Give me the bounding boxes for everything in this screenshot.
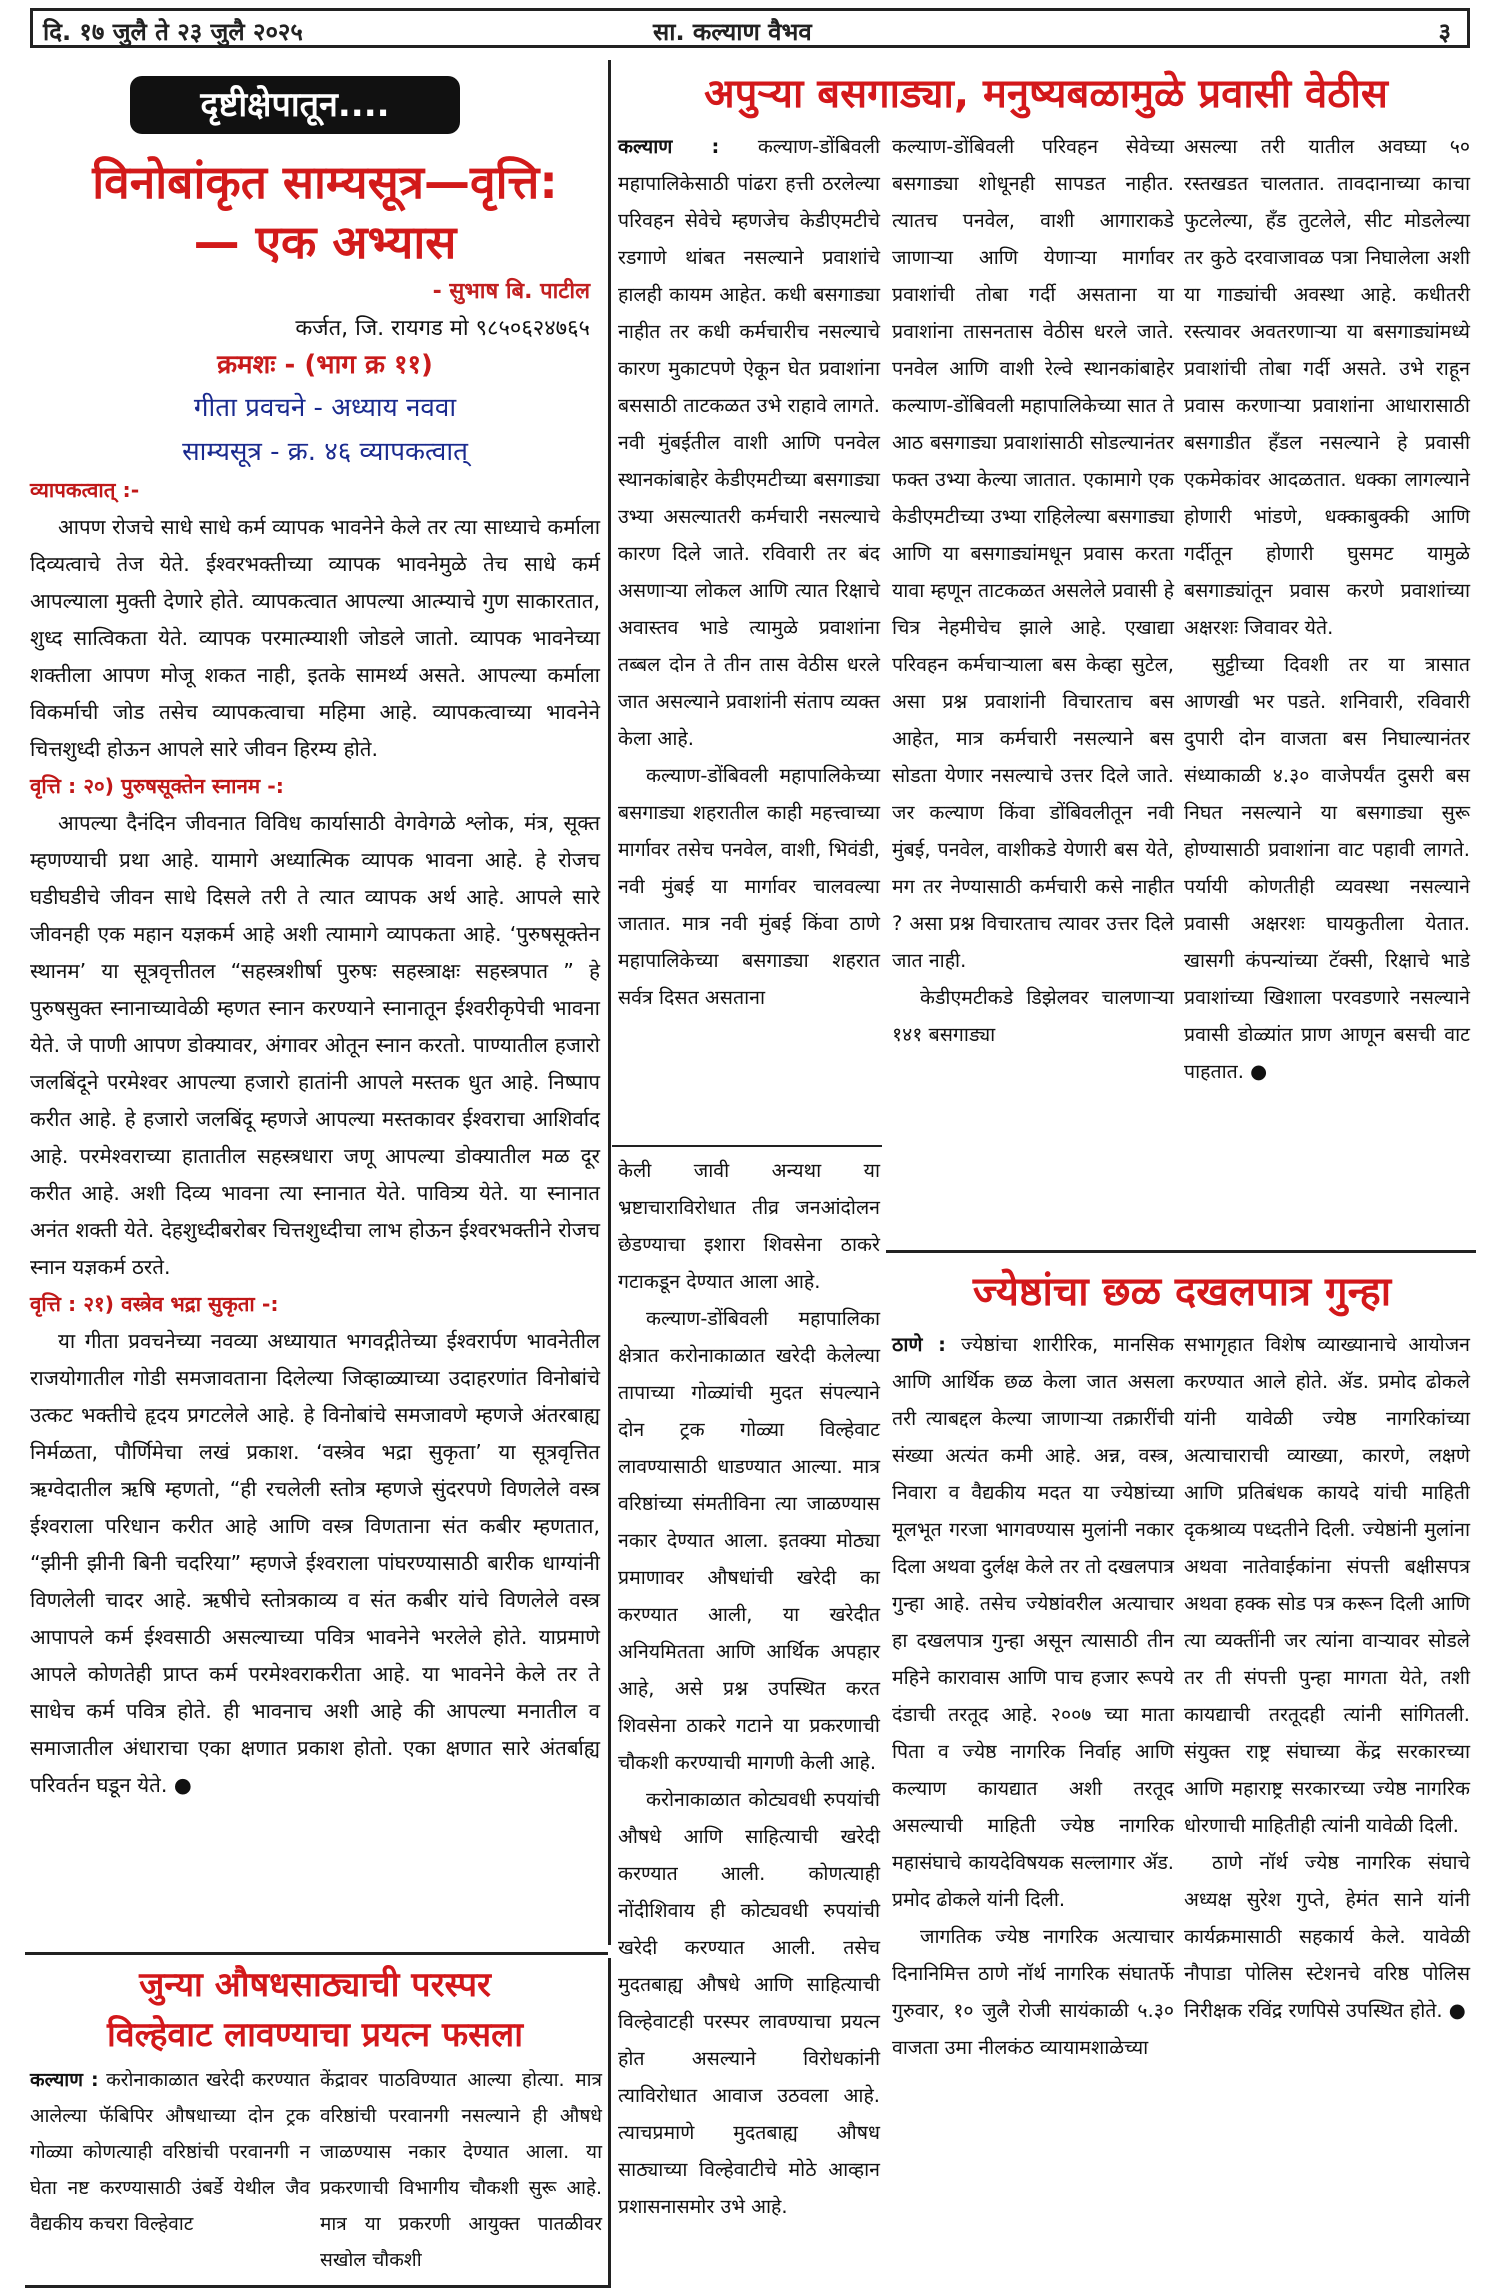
paragraph-text: ज्येष्ठांचा शारीरिक, मानसिक आणि आर्थिक छळ केला जात असला तरी त्याबद्दल केल्या जाणाऱ्या तक्रारींची संख्या अत्यंत कमी आहे. अन्न, वस्त्र, निवारा व वैद्यकीय मदत या ज्येष्ठांच्या मूलभूत गरजा भागवण्यास मुलांनी नकार दिला अथवा दुर्लक्ष केले तर तो दखलपात्र गुन्हा आहे. तसेच ज्येष्ठांवरील अत्याचार हा दखलपात्र गुन्हा असून त्यासाठी तीन महिने कारावास आणि पाच हजार रूपये दंडाची तरतूद आहे. २००७ च्या माता पिता व ज्येष्ठ नागरिक निर्वाह आणि कल्याण कायद्यात अशी तरतूद असल्याची माहिती ज्येष्ठ नागरिक महासंघाचे कायदेविषयक सल्लागार ॲड. प्रमोद ढोकले यांनी दिली. (892, 1333, 1174, 1911)
dateline: कल्याण : (618, 135, 720, 158)
medicine-col3 (618, 1152, 880, 2225)
paragraph: केली जावी अन्यथा या भ्रष्टाचाराविरोधात तीव्र जनआंदोलन छेडण्याचा इशारा शिवसेना ठाकरे गटाकडून देण्यात आला आहे. (618, 1159, 880, 1293)
medicine-col2 (320, 2062, 602, 2278)
end-mark: ● (1448, 1999, 1466, 2022)
sutra-label: साम्यसूत्र - क्र. ४६ व्यापकत्वात् (182, 437, 468, 467)
paragraph: करोनाकाळात कोट्यवधी रुपयांची औषधे आणि साहित्याची खरेदी करण्यात आली. कोणत्याही नोंदीशिवाय ही कोट्यवधी रुपयांची खरेदी करण्यात आली. तसेच मुदतबाह्य औषधे आणि साहित्याची विल्हेवाटही परस्पर लावण्याचा प्रयत्न होत असल्याने विरोधकांनी त्याविरोधात आवाज उठवला आहे. त्याचप्रमाणे मुदतबाह्य औषध साठ्याच्या विल्हेवाटीचे मोठे आव्हान प्रशासनासमोर उभे आहे. (618, 1788, 880, 2218)
paragraph (30, 1323, 600, 1804)
paragraph: केंद्रावर पाठविण्यात आल्या होत्या. मात्र वरिष्ठांची परवानगी नसल्याने ही औषधे जाळण्यास नकार देण्यात आला. या प्रकरणाची विभागीय चौकशी सुरू आहे. मात्र या प्रकरणी आयुक्त पातळीवर सखोल चौकशी (320, 2069, 602, 2271)
end-mark: ● (1250, 1060, 1268, 1083)
paragraph-text: करोनाकाळात खरेदी करण्यात आलेल्या फॅबिपिर औषधाच्या दोन ट्रक गोळ्या कोणत्याही वरिष्ठांची परवानगी न घेता नष्ट करण्यासाठी उंबर्डे येथील जैव वैद्यकीय कचरा विल्हेवाट (30, 2069, 310, 2235)
section-divider (25, 1952, 608, 1955)
medicine-col1 (30, 2062, 310, 2242)
article-body (30, 472, 600, 1804)
paragraph: कल्याण-डोंबिवली महापालिका क्षेत्रात करोनाकाळात खरेदी केलेल्या तापाच्या गोळ्यांची मुदत संपल्याने दोन ट्रक गोळ्या विल्हेवाट लावण्यासाठी धाडण्यात आल्या. मात्र वरिष्ठांच्या संमतीविना त्या जाळण्यास नकार देण्यात आला. इतक्या मोठ्या प्रमाणावर औषधांची खरेदी का करण्यात आली, या खरेदीत अनियमितता आणि आर्थिक अपहार आहे, असे प्रश्न उपस्थित करत शिवसेना ठाकरे गटाने या प्रकरणाची चौकशी करण्याची मागणी केली आहे. (618, 1307, 880, 1774)
section-divider (886, 1250, 1476, 1253)
author-address: कर्जत, जि. रायगड मो ९८५०६२४७६५ (295, 316, 590, 341)
paragraph-text: कल्याण-डोंबिवली महापालिकेसाठी पांढरा हत्ती ठरलेल्या परिवहन सेवेचे म्हणजेच केडीएमटीचे रडगाणे थांबत नसल्याने प्रवाशांचे हालही कायम आहेत. कधी बसगाड्या नाहीत तर कधी कर्मचारीच नसल्याचे कारण मुकाटपणे ऐकून घेत प्रवाशांना बससाठी ताटकळत उभे राहावे लागते. नवी मुंबईतील वाशी आणि पनवेल स्थानकांबाहेर केडीएमटीच्या बसगाड्या उभ्या असल्यातरी कर्मचारी नसल्याचे कारण दिले जाते. रविवारी तर बंद असणाऱ्या लोकल आणि त्यात रिक्षाचे अवास्तव भाडे त्यामुळे प्रवाशांना तब्बल दोन ते तीन तास वेठीस धरले जात असल्याने प्रवाशांनी संताप व्यक्त केला आहे. (618, 135, 880, 750)
paragraph-text: सुट्टीच्या दिवशी तर या त्रासात आणखी भर पडते. शनिवारी, रविवारी दुपारी दोन वाजता बस निघाल्यानंतर संध्याकाळी ४.३० वाजेपर्यंत दुसरी बस निघत नसल्याने या बसगाड्या सुरू होण्यासाठी प्रवाशांना वाट पहावी लागते. पर्यायी कोणतीही व्यवस्था नसल्याने प्रवासी अक्षरशः घायकुतीला येतात. खासगी कंपन्यांच्या टॅक्सी, रिक्षाचे भाडे प्रवाशांच्या खिशाला परवडणारे नसल्याने प्रवासी डोळ्यांत प्राण आणून बसची वाट पाहतात. (1184, 653, 1470, 1083)
dateline: कल्याण : (30, 2069, 99, 2091)
elder-headline: ज्येष्ठांचा छळ दखलपात्र गुन्हा (972, 1269, 1392, 1315)
elder-col2 (1184, 1326, 1470, 2029)
author-name: - सुभाष बि. पाटील (432, 279, 590, 304)
column-break (612, 1145, 882, 1147)
series-label: क्रमशः - (भाग क्र ११) (217, 350, 433, 380)
dateline: ठाणे : (892, 1333, 946, 1356)
medicine-headline-line1: जुन्या औषधसाठ्याची परस्पर (139, 1965, 491, 2005)
paragraph: सभागृहात विशेष व्याख्यानाचे आयोजन करण्यात आले होते. ॲड. प्रमोद ढोकले यांनी यावेळी ज्येष्ठ नागरिकांच्या अत्याचाराची व्याख्या, कारणे, लक्षणे आणि प्रतिबंधक कायदे यांची माहिती दृकश्राव्य पध्दतीने दिली. ज्येष्ठांनी मुलांना अथवा नातेवाईकांना संपत्ती बक्षीसपत्र अथवा हक्क सोड पत्र करून दिली आणि त्या व्यक्तींनी जर त्यांना वाऱ्यावर सोडले तर ती संपत्ती पुन्हा मागता येते, तशी कायद्याची तरतूदही त्यांनी सांगितली. संयुक्त राष्ट्र संघाच्या केंद्र सरकारच्या आणि महाराष्ट्र सरकारच्या ज्येष्ठ नागरिक धोरणाची माहितीही त्यांनी यावेळी दिली. (1184, 1333, 1470, 1837)
paragraph: असल्या तरी यातील अवघ्या ५० रस्तखडत चालतात. तावदानाच्या काचा फुटलेल्या, हँड तुटलेले, सीट मोडलेल्या तर कुठे दरवाजावळ पत्रा निघालेला अशी या गाड्यांची अवस्था आहे. कधीतरी रस्त्यावर अवतरणाऱ्या या बसगाड्यांमध्ये प्रवाशांची तोबा गर्दी असते. उभे राहून प्रवास करणाऱ्या प्रवाशांना आधारासाठी बसगाडीत हँडल नसल्याने हे प्रवासी एकमेकांवर आदळतात. धक्का लागल्याने होणारी भांडणे, धक्काबुक्की आणि गर्दीतून होणारी घुसमट यामुळे बसगाड्यांतून प्रवास करणे प्रवाशांच्या अक्षरशः जिवावर येते. (1184, 135, 1470, 639)
paragraph (892, 1326, 1174, 1918)
paragraph (1184, 646, 1470, 1090)
bottom-rule (25, 2285, 608, 2288)
paragraph (30, 2062, 310, 2242)
paragraph: आपण रोजचे साधे साधे कर्म व्यापक भावनेने केले तर त्या साध्याचे कर्माला दिव्यत्वाचे तेज येते. ईश्वरभक्तीच्या व्यापक भावनेमुळे तेच साधे कर्म आपल्याला मुक्ती देणारे होते. व्यापकत्वात आपल्या आत्म्याचे गुण साकारतात, शुध्द सात्विकता येते. व्यापक परमात्म्याशी जोडले जातो. व्यापक भावनेच्या शक्तीला आपण मोजू शकत नाही, इतके सामर्थ्य असते. आपल्या कर्माला विकर्माची जोड तसेच व्यापकत्वाचा महिमा आहे. व्यापकत्वाच्या भावनेने चित्तशुध्दी होऊन आपले सारे जीवन हिरम्य होते. (30, 515, 600, 761)
page-header (30, 8, 1470, 48)
end-mark: ● (173, 1773, 192, 1797)
paragraph-text: या गीता प्रवचनेच्या नवव्या अध्यायात भगवद्गीतेच्या ईश्वरार्पण भावनेतील राजयोगातील गोडी समजावताना दिलेल्या जिव्हाळ्याच्या उदाहरणांत विनोबांचे उत्कट भक्तीचे हृदय प्रगटलेले आहे. हे विनोबांचे समजावणे म्हणजे अंतरबाह्य निर्मळता, पौर्णिमेचा लखं प्रकाश. ‘वस्त्रेव भद्रा सुकृता’ या सूत्रवृत्तित ऋग्वेदातील ऋषि म्हणतो, “ही रचलेली स्तोत्र म्हणजे सुंदरपणे विणलेले वस्त्र ईश्वराला परिधान करीत आहे आणि वस्त्र विणताना संत कबीर म्हणतात, “झीनी झीनी बिनी चदरिया” म्हणजे ईश्वराला पांघरण्यासाठी बारीक धाग्यांनी विणलेली चादर आहे. ऋषीचे स्तोत्रकाव्य व संत कबीर यांचे विणलेले वस्त्र आपापले कर्म ईश्वसाठी असल्याच्या पवित्र भावनेने भरलेले होते. याप्रमाणे आपले कोणतेही प्राप्त कर्म परमेश्वराकरीता आहे. या भावनेने केले तर ते साधेच कर्म पवित्र होते. ही भावनाच अशी आहे की आपल्या मनातील व समाजातील अंधाराचा एका क्षणात प्रकाश होतो. एका क्षणात सारे अंतर्बाह्य परिवर्तन घडून येते. (30, 1329, 600, 1797)
subheading: वृत्ति : २०) पुरुषसूक्तेन स्नानम -: (30, 774, 284, 798)
subheading: वृत्ति : २१) वस्त्रेव भद्रा सुकृता -: (30, 1292, 279, 1316)
chapter-label: गीता प्रवचने - अध्याय नववा (193, 393, 457, 423)
column-divider (608, 60, 611, 1945)
paragraph: कल्याण-डोंबिवली परिवहन सेवेच्या बसगाड्या शोधूनही सापडत नाहीत. त्यातच पनवेल, वाशी आगाराकडे जाणाऱ्या आणि येणाऱ्या मार्गावर प्रवाशांची तोबा गर्दी असताना या प्रवाशांना तासनतास वेठीस धरले जाते. पनवेल आणि वाशी रेल्वे स्थानकांबाहेर कल्याण-डोंबिवली महापालिकेच्या सात ते आठ बसगाड्या प्रवाशांसाठी सोडल्यानंतर फक्त उभ्या केल्या जातात. एकामागे एक केडीएमटीच्या उभ्या राहिलेल्या बसगाड्या आणि या बसगाड्यांमधून प्रवास करता यावा म्हणून ताटकळत असलेले प्रवासी हे चित्र नेहमीचेच झाले आहे. एखाद्या परिवहन कर्मचाऱ्याला बस केव्हा सुटेल, असा प्रश्न प्रवाशांनी विचारताच बस आहेत, मात्र कर्मचारी नसल्याने बस सोडता येणार नसल्याचे उत्तर दिले जाते. जर कल्याण किंवा डोंबिवलीतून नवी मुंबई, पनवेल, वाशीकडे येणारी बस येते, मग तर नेण्यासाठी कर्मचारी कसे नाहीत ? असा प्रश्न विचारताच त्यावर उत्तर दिले जात नाही. (892, 135, 1174, 972)
paragraph (618, 128, 880, 757)
column-divider (608, 1958, 611, 2288)
bus-col3 (1184, 128, 1470, 1090)
paragraph-text: ठाणे नॉर्थ ज्येष्ठ नागरिक संघाचे अध्यक्ष सुरेश गुप्ते, हेमंत साने यांनी कार्यक्रमासाठी सहकार्य केले. यावेळी नौपाडा पोलिस स्टेशनचे वरिष्ठ पोलिस निरीक्षक रविंद्र रणपिसे उपस्थित होते. (1184, 1851, 1470, 2022)
subheading: व्यापकत्वात् :- (30, 478, 140, 502)
issue-date: दि. १७ जुलै ते २३ जुलै २०२५ (43, 18, 303, 46)
page-number: ३ (1438, 18, 1451, 46)
paragraph: कल्याण-डोंबिवली महापालिकेच्या बसगाड्या शहरातील काही महत्त्वाच्या मार्गावर तसेच पनवेल, वाशी, भिवंडी, नवी मुंबई या मार्गावर चालवल्या जातात. मात्र नवी मुंबई किंवा ठाणे महापालिकेच्या बसगाड्या शहरात सर्वत्र दिसत असताना (618, 764, 880, 1009)
newspaper-name: सा. कल्याण वैभव (653, 18, 812, 46)
bus-col1 (618, 128, 880, 1016)
medicine-headline-line2: विल्हेवाट लावण्याचा प्रयत्न फसला (106, 2015, 524, 2055)
paragraph: केडीएमटीकडे डिझेलवर चालणाऱ्या १४१ बसगाड्या (892, 986, 1174, 1046)
paragraph (1184, 1844, 1470, 2029)
paragraph: जागतिक ज्येष्ठ नागरिक अत्याचार दिनानिमित्त ठाणे नॉर्थ नागरिक संघातर्फे गुरुवार, १० जुलै रोजी सायंकाळी ५.३० वाजता उमा नीलकंठ व्यायामशाळेच्या (892, 1925, 1174, 2059)
article-title-line2: — एक अभ्यास (193, 215, 457, 269)
bus-headline: अपुऱ्या बसगाड्या, मनुष्यबळामुळे प्रवासी वेठीस (704, 71, 1388, 117)
article-title-line1: विनोबांकृत साम्यसूत्र—वृत्ति: (92, 155, 558, 209)
elder-col1 (892, 1326, 1174, 2066)
section-badge: दृष्टीक्षेपातून.... (130, 76, 460, 134)
bus-col2 (892, 128, 1174, 1053)
paragraph: आपल्या दैनंदिन जीवनात विविध कार्यासाठी वेगवेगळे श्लोक, मंत्र, सूक्त म्हणण्याची प्रथा आहे. यामागे अध्यात्मिक व्यापक भावना आहे. हे रोजच घडीघडीचे जीवन साधे दिसले तरी ते त्यात व्यापक अर्थ आहे. आपले सारे जीवनही एक महान यज्ञकर्म आहे अशी त्यामागे व्यापकता आहे. ‘पुरुषसूक्तेन स्थानम’ या सूत्रवृत्तीतल “सहस्त्रशीर्षा पुरुषः सहस्त्राक्षः सहस्त्रपात ” हे पुरुषसुक्त स्नानाच्यावेळी म्हणत स्नान करण्याने स्नानातून ईश्वरीकृपेची भावना येते. जे पाणी आपण डोक्यावर, अंगावर ओतून स्नान करतो. पाण्यातील हजारो जलबिंदूने परमेश्वर आपल्या हजारो हातांनी आपले मस्तक धुत आहे. निष्पाप करीत आहे. हे हजारो जलबिंदू म्हणजे आपल्या मस्तकावर ईश्वराचा आशिर्वाद आहे. परमेश्वराच्या हातातील सहस्त्रधारा जणू आपल्या डोक्यातील मळ दूर करीत आहे. अशी दिव्य भावना त्या स्नानात येते. पावित्र्य येते. या स्नानात अनंत शक्ती येते. देहशुध्दीबरोबर चित्तशुध्दीचा लाभ होऊन ईश्वरभक्तीने रोजच स्नान यज्ञकर्म ठरते. (30, 811, 600, 1279)
